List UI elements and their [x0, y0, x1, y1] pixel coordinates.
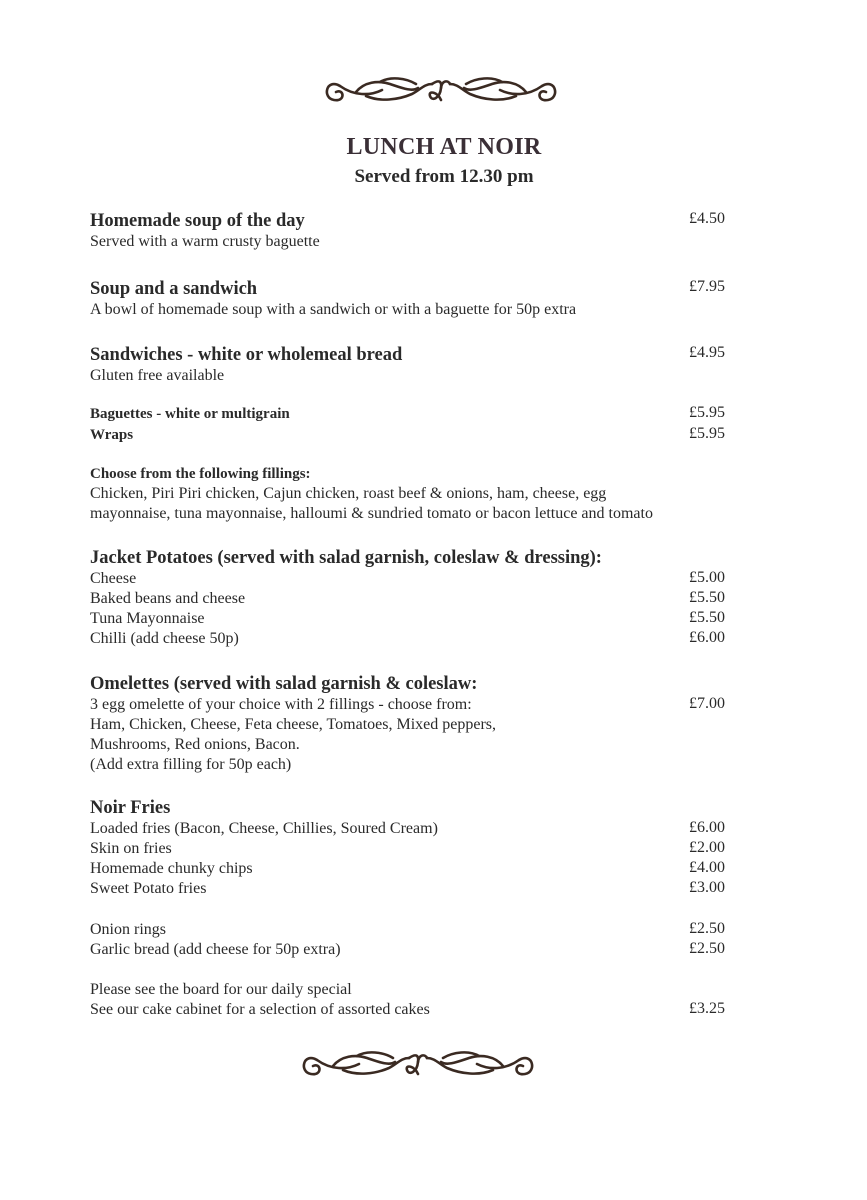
- section-heading: Jacket Potatoes (served with salad garnish, coleslaw & dressing):: [90, 548, 602, 568]
- item-name: Baked beans and cheese: [90, 590, 246, 607]
- fillings-heading: Choose from the following fillings:: [90, 466, 311, 482]
- sides-section: [90, 920, 725, 960]
- list-item: [90, 879, 725, 899]
- list-item: [90, 920, 725, 940]
- item-name: Baguettes - white or multigrain: [90, 406, 290, 422]
- fillings-line: Chicken, Piri Piri chicken, Cajun chicken, roast beef & onions, ham, cheese, egg: [90, 485, 607, 502]
- list-item: [90, 940, 725, 960]
- item-name: Homemade soup of the day: [90, 211, 305, 231]
- item-description: Gluten free available: [90, 367, 225, 384]
- item-name: Homemade chunky chips: [90, 860, 253, 877]
- item-name: Sweet Potato fries: [90, 880, 207, 897]
- menu-title: LUNCH AT NOIR: [346, 134, 542, 160]
- item-name: Tuna Mayonnaise: [90, 610, 205, 627]
- item-name: Skin on fries: [90, 840, 172, 857]
- item-price: £4.50: [689, 210, 725, 227]
- item-price: £3.00: [689, 879, 725, 896]
- noir-fries-section: [90, 797, 725, 899]
- list-item: [90, 1000, 725, 1020]
- list-item: [90, 839, 725, 859]
- item-name: Soup and a sandwich: [90, 279, 258, 299]
- jacket-potatoes-section: [90, 547, 725, 649]
- item-price: £2.00: [689, 839, 725, 856]
- omelette-line: 3 egg omelette of your choice with 2 fillings - choose from:: [90, 696, 472, 713]
- menu-subtitle: Served from 12.30 pm: [354, 166, 534, 187]
- item-price: £5.00: [689, 569, 725, 586]
- item-price: £5.50: [689, 609, 725, 626]
- menu-item-baguettes: [90, 404, 725, 424]
- item-price: £7.00: [689, 695, 725, 712]
- top-flourish-ornament: [320, 72, 562, 112]
- list-item: [90, 589, 725, 609]
- item-price: £6.00: [689, 629, 725, 646]
- item-name: Sandwiches - white or wholemeal bread: [90, 345, 403, 365]
- list-item: [90, 609, 725, 629]
- menu-item-soup-sandwich: [90, 278, 725, 320]
- bottom-flourish-ornament: [297, 1046, 539, 1086]
- section-heading: Omelettes (served with salad garnish & coleslaw:: [90, 674, 478, 694]
- daily-special-note: Please see the board for our daily special: [90, 981, 352, 998]
- item-price: £5.50: [689, 589, 725, 606]
- item-name: Cheese: [90, 570, 137, 587]
- cakes-note: See our cake cabinet for a selection of assorted cakes: [90, 1001, 430, 1018]
- item-description: A bowl of homemade soup with a sandwich or with a baguette for 50p extra: [90, 301, 577, 318]
- omelette-line: Mushrooms, Red onions, Bacon.: [90, 736, 300, 753]
- list-item: [90, 569, 725, 589]
- item-name: Chilli (add cheese 50p): [90, 630, 239, 647]
- menu-item-soup: [90, 210, 725, 252]
- fillings-line: mayonnaise, tuna mayonnaise, halloumi & sundried tomato or bacon lettuce and tomato: [90, 505, 653, 522]
- item-price: £6.00: [689, 819, 725, 836]
- item-name: Loaded fries (Bacon, Cheese, Chillies, Soured Cream): [90, 820, 438, 837]
- omelette-line: Ham, Chicken, Cheese, Feta cheese, Tomatoes, Mixed peppers,: [90, 716, 497, 733]
- item-name: Onion rings: [90, 921, 166, 938]
- fillings-section: [90, 464, 725, 524]
- omelette-line: (Add extra filling for 50p each): [90, 756, 292, 773]
- section-heading: Noir Fries: [90, 798, 171, 818]
- item-price: £5.95: [689, 425, 725, 442]
- item-price: £2.50: [689, 920, 725, 937]
- item-price: £4.00: [689, 859, 725, 876]
- item-price: £5.95: [689, 404, 725, 421]
- footer-notes: [90, 980, 725, 1020]
- item-price: £3.25: [689, 1000, 725, 1017]
- menu-item-sandwiches: [90, 344, 725, 386]
- item-price: £4.95: [689, 344, 725, 361]
- item-price: £2.50: [689, 940, 725, 957]
- omelettes-section: [90, 673, 725, 775]
- menu-item-wraps: [90, 425, 725, 445]
- item-price: £7.95: [689, 278, 725, 295]
- list-item: [90, 819, 725, 839]
- item-name: Wraps: [90, 427, 134, 443]
- list-item: [90, 859, 725, 879]
- list-item: [90, 629, 725, 649]
- item-description: Served with a warm crusty baguette: [90, 233, 320, 250]
- item-name: Garlic bread (add cheese for 50p extra): [90, 941, 341, 958]
